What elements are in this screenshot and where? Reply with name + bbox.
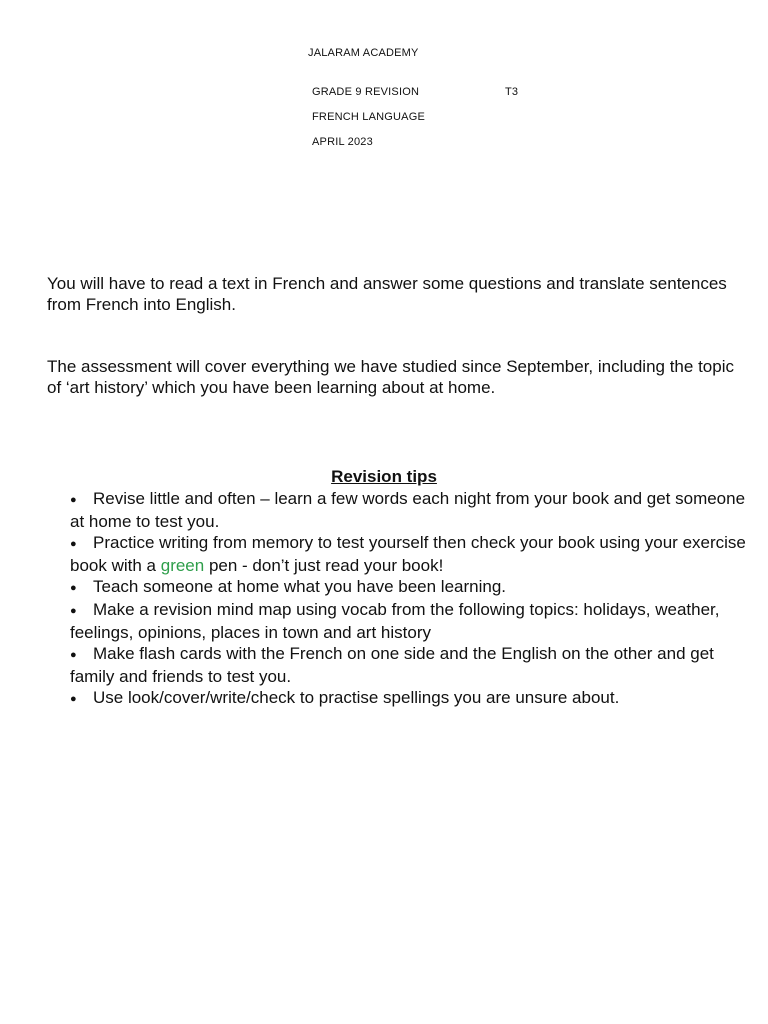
intro-paragraph-1: You will have to read a text in French and answer some questions and translate sentences from French into English. bbox=[47, 274, 727, 314]
bullet-icon: ● bbox=[70, 649, 77, 661]
date-label: APRIL 2023 bbox=[312, 136, 373, 148]
list-item bbox=[70, 488, 750, 532]
bullet-icon: ● bbox=[70, 605, 77, 617]
tip-text: Revise little and often – learn a few words each night from your book and get someone at home to test you. bbox=[70, 489, 746, 531]
bullet-icon: ● bbox=[70, 494, 77, 506]
tip-text: Make a revision mind map using vocab from the following topics: holidays, weather, feelings, opinions, places in town and art history bbox=[70, 600, 720, 642]
bullet-icon: ● bbox=[70, 582, 77, 594]
list-item bbox=[70, 687, 750, 710]
intro-paragraph-2: The assessment will cover everything we have studied since September, including the topic of ‘art history’ which you have been learning about at home. bbox=[47, 357, 734, 397]
revision-tips-heading: Revision tips bbox=[331, 467, 437, 486]
bullet-icon: ● bbox=[70, 693, 77, 705]
list-item bbox=[70, 532, 750, 576]
revision-tips-list bbox=[70, 488, 750, 710]
green-highlight-text: green bbox=[160, 556, 205, 575]
tip-text: Make flash cards with the French on one side and the English on the other and get family and friends to test you. bbox=[70, 644, 714, 686]
list-item bbox=[70, 576, 750, 599]
list-item bbox=[70, 599, 750, 643]
term-label: T3 bbox=[505, 86, 519, 98]
subject-label: FRENCH LANGUAGE bbox=[312, 111, 426, 123]
tip-text-continued: pen - don’t just read your book! bbox=[204, 556, 444, 575]
revision-title: GRADE 9 REVISION bbox=[312, 86, 420, 98]
bullet-icon: ● bbox=[70, 538, 77, 550]
school-name: JALARAM ACADEMY bbox=[308, 47, 419, 59]
list-item bbox=[70, 643, 750, 687]
tip-text: Teach someone at home what you have been learning. bbox=[93, 577, 506, 596]
tip-text: Use look/cover/write/check to practise spellings you are unsure about. bbox=[93, 688, 620, 707]
tip-text: Practice writing from memory to test yourself then check your book using your exercise book with a bbox=[70, 533, 746, 575]
